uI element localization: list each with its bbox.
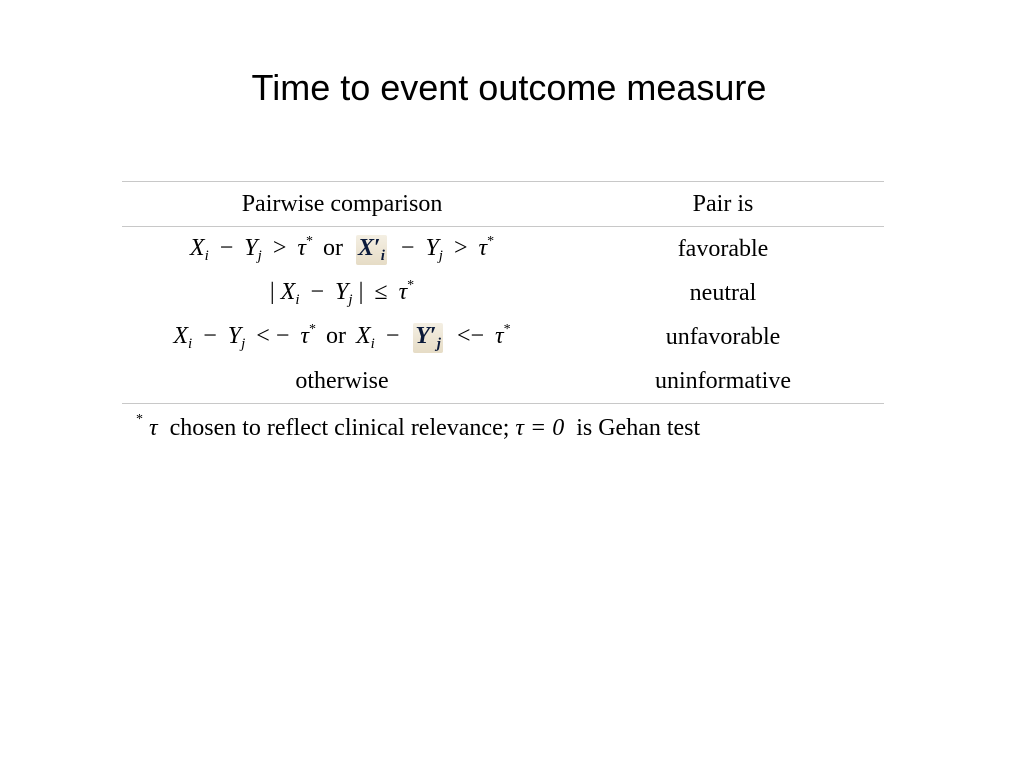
slide-title: Time to event outcome measure xyxy=(251,67,767,108)
math-or: or xyxy=(325,322,346,349)
outcome-table xyxy=(122,181,884,404)
math-sub-j: j xyxy=(438,247,443,264)
math-minus: − xyxy=(385,322,400,349)
footnote-tau: τ xyxy=(149,415,158,441)
math-tau: τ xyxy=(297,234,306,261)
math-star: * xyxy=(503,321,511,337)
math-var-x-prime: X xyxy=(357,234,374,261)
comparison-otherwise: otherwise xyxy=(295,367,389,394)
math-prime: ′ xyxy=(430,322,437,349)
math-sub-i: i xyxy=(295,291,300,308)
math-prime: ′ xyxy=(373,234,381,261)
math-abs-open: | xyxy=(269,278,275,305)
math-sub-j: j xyxy=(348,291,353,308)
math-gt: > xyxy=(272,234,287,261)
math-var-y-prime: Y xyxy=(415,322,431,349)
header-pairwise-comparison: Pairwise comparison xyxy=(241,190,443,217)
header-pair-is: Pair is xyxy=(692,190,754,217)
pair-is-uninformative: uninformative xyxy=(655,367,791,394)
math-sub-i: i xyxy=(380,247,385,264)
math-var-y: Y xyxy=(425,234,439,261)
math-sub-j: j xyxy=(436,335,441,352)
math-sub-j: j xyxy=(241,335,246,352)
math-x-prime-image xyxy=(356,235,387,265)
math-star: * xyxy=(308,321,316,337)
math-sub-i: i xyxy=(370,335,375,352)
comparison-formula-favorable xyxy=(122,227,562,272)
pair-is-favorable: favorable xyxy=(677,235,769,262)
math-minus: − xyxy=(400,234,415,261)
math-var-x: X xyxy=(173,322,189,349)
table-header-row xyxy=(122,182,884,227)
math-var-y: Y xyxy=(335,278,349,305)
math-lt-neg: < − xyxy=(256,322,290,349)
math-tau: τ xyxy=(300,322,309,349)
math-var-y: Y xyxy=(244,234,258,261)
math-star: * xyxy=(407,277,415,293)
math-y-prime-image xyxy=(413,323,443,353)
math-var-x: X xyxy=(280,278,296,305)
math-abs-close: | xyxy=(358,278,364,305)
math-sub-i: i xyxy=(204,247,209,264)
pair-is-neutral: neutral xyxy=(689,279,757,306)
math-minus: − xyxy=(310,278,325,305)
math-le: ≤ xyxy=(374,278,388,305)
math-sub-j: j xyxy=(257,247,262,264)
math-minus: − xyxy=(219,234,234,261)
footnote-text-gehan: is Gehan test xyxy=(576,415,701,441)
math-star: * xyxy=(305,233,313,249)
table-row xyxy=(122,271,884,315)
math-var-x: X xyxy=(189,234,205,261)
footnote-star: * xyxy=(136,412,143,427)
math-var-y: Y xyxy=(227,322,242,349)
footnote xyxy=(136,412,706,442)
math-var-x: X xyxy=(355,322,371,349)
math-lt-neg: <− xyxy=(456,322,485,349)
comparison-formula-neutral xyxy=(122,271,562,315)
math-minus: − xyxy=(203,322,217,349)
table-row xyxy=(122,315,884,359)
math-tau: τ xyxy=(398,278,408,305)
footnote-tau-zero: τ = 0 xyxy=(515,415,565,441)
math-star: * xyxy=(487,233,495,249)
math-tau: τ xyxy=(495,322,504,349)
math-or: or xyxy=(322,234,343,261)
table-row xyxy=(122,227,884,272)
comparison-formula-unfavorable xyxy=(122,315,562,359)
pair-is-unfavorable: unfavorable xyxy=(665,323,781,350)
footnote-text-relevance: chosen to reflect clinical relevance; xyxy=(169,415,510,441)
math-tau: τ xyxy=(478,234,488,261)
math-gt: > xyxy=(453,234,468,261)
math-sub-i: i xyxy=(188,335,193,352)
table-row xyxy=(122,359,884,404)
